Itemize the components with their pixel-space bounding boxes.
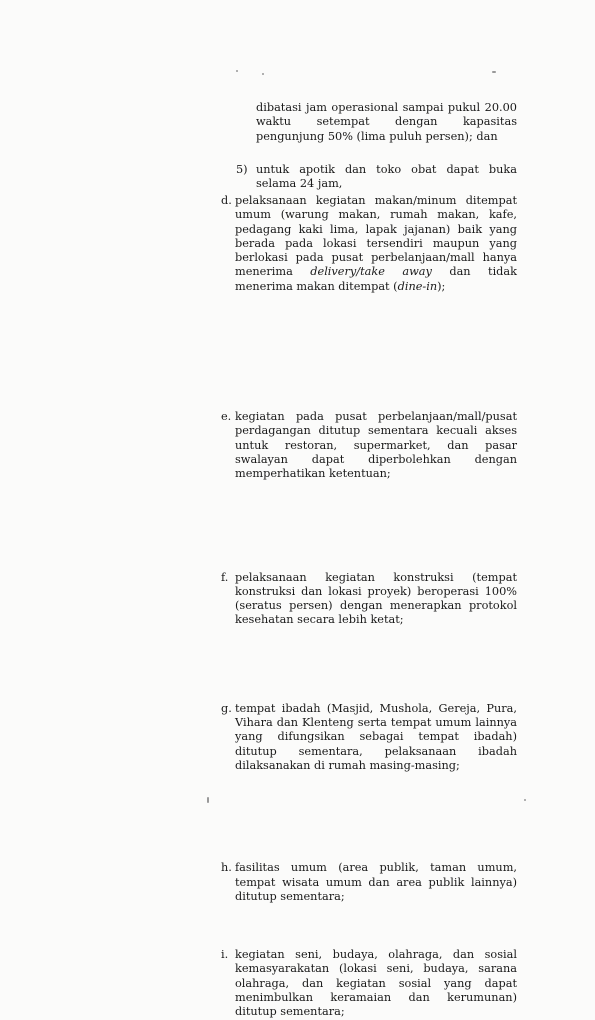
list-item-e xyxy=(221,410,517,481)
list-item-h xyxy=(221,861,517,904)
list-label: h. xyxy=(221,861,232,875)
list-label: e. xyxy=(221,410,232,424)
list-label: i. xyxy=(221,948,229,962)
list-text: pelaksanaan kegiatan konstruksi (tempat konstruksi dan lokasi proyek) beroperasi 100% (seratus persen) dengan menerapkan protokol kesehatan secara lebih ketat; xyxy=(235,570,517,627)
scan-speck xyxy=(524,799,526,801)
list-label: 5) xyxy=(236,163,248,176)
scan-speck xyxy=(262,73,264,75)
list-text: fasilitas umum (area publik, taman umum, tempat wisata umum dan area publik lainnya) ditutup sementara; xyxy=(235,861,517,903)
list-label: d. xyxy=(221,194,232,207)
list-item-d xyxy=(221,194,517,294)
scan-speck xyxy=(207,797,209,803)
scan-speck xyxy=(236,70,238,72)
scan-speck xyxy=(492,71,496,73)
list-label: g. xyxy=(221,701,232,715)
continuation-text: dibatasi jam operasional sampai pukul 20.00 waktu setempat dengan kapasitas pengunjung 50% (lima puluh persen); dan xyxy=(256,101,517,143)
list-item-f xyxy=(221,571,517,628)
list-item-g xyxy=(221,702,517,773)
list-text: untuk apotik dan toko obat dapat buka selama 24 jam, xyxy=(256,163,517,191)
list-text: pelaksanaan kegiatan makan/minum ditempat umum (warung makan, rumah makan, kafe, pedagang kaki lima, lapak jajanan) baik yang berada pada lokasi tersendiri maupun yang berlokasi pada pusat perbelanjaan/mall hanya menerima delivery/take away dan tidak menerima makan ditempat (dine-in); xyxy=(235,194,517,293)
list-text: kegiatan seni, budaya, olahraga, dan sosial kemasyarakatan (lokasi seni, budaya, sarana olahraga, dan kegiatan sosial yang dapat menimbulkan keramaian dan kerumunan) ditutup sementara; xyxy=(235,948,517,1019)
list-label: f. xyxy=(221,570,229,584)
list-item-5 xyxy=(236,163,517,192)
list-text: kegiatan pada pusat perbelanjaan/mall/pusat perdagangan ditutup sementara kecuali akses untuk restoran, supermarket, dan pasar swalayan dapat diperbolehkan dengan memperhatikan ketentuan; xyxy=(235,410,517,481)
list-text: tempat ibadah (Masjid, Mushola, Gereja, Pura, Vihara dan Klenteng serta tempat umum lainnya yang difungsikan sebagai tempat ibadah) ditutup sementara, pelaksanaan ibadah dilaksanakan di rumah masing-masing; xyxy=(235,701,517,772)
italic-term: delivery/take away xyxy=(310,265,432,279)
list-item-i xyxy=(221,948,517,1019)
italic-term: dine-in xyxy=(397,279,438,293)
